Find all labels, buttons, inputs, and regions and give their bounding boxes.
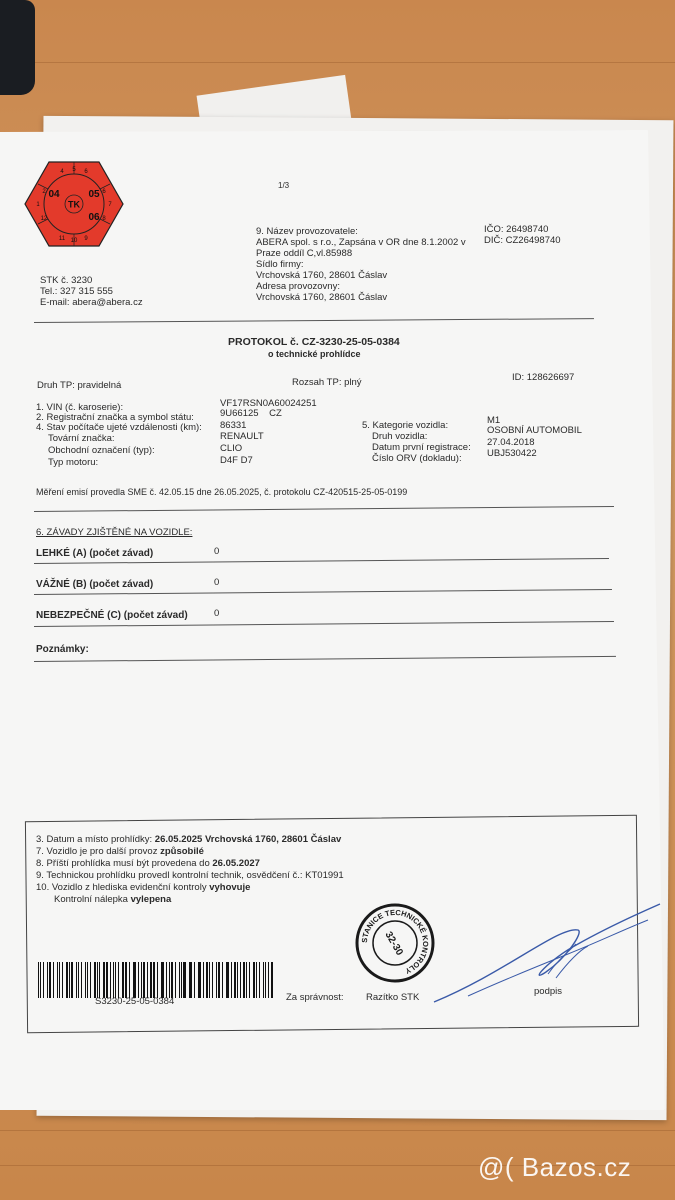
podpis-label: podpis: [534, 986, 562, 997]
barcode-bar: [161, 962, 162, 998]
barcode-bar: [249, 962, 250, 998]
barcode-bar: [190, 962, 191, 998]
barcode-bar: [259, 962, 260, 998]
operator-seat-address: Vrchovská 1760, 28601 Čáslav: [256, 270, 388, 281]
barcode-bar: [265, 962, 266, 998]
barcode-bar: [203, 962, 204, 998]
barcode-bar: [133, 962, 134, 998]
barcode-bar: [81, 962, 82, 998]
barcode-bar: [218, 962, 220, 998]
stk-number: STK č. 3230: [40, 275, 93, 286]
stk-sticker-year-3: 06: [88, 212, 100, 223]
plate-label: 2. Registrační značka a symbol státu:: [36, 412, 194, 423]
dic: DIČ: CZ26498740: [484, 235, 561, 246]
station-email: E-mail: abera@abera.cz: [40, 297, 143, 308]
barcode-bar: [179, 962, 180, 998]
barcode-bar: [150, 962, 152, 998]
barcode-bar: [66, 962, 67, 998]
make-label: Tovární značka:: [48, 433, 115, 444]
barcode: [38, 962, 274, 998]
barcode-bar: [43, 962, 44, 998]
engine-value: D4F D7: [220, 455, 253, 466]
barcode-bar: [271, 962, 272, 998]
stamp-center-text: 32-30: [382, 929, 405, 958]
notes-label: Poznámky:: [36, 644, 89, 655]
phone: [0, 0, 35, 95]
svg-text:2: 2: [42, 189, 46, 195]
defects-serious-label: VÁŽNÉ (B) (počet závad): [36, 579, 154, 590]
barcode-bar: [94, 962, 95, 998]
vin-value: VF17RSN0A60024251: [220, 398, 317, 409]
defects-light-label: LEHKÉ (A) (počet závad): [36, 548, 154, 559]
barcode-bar: [115, 962, 116, 998]
page-number: 1/3: [278, 181, 290, 190]
barcode-bar: [246, 962, 247, 998]
svg-text:9: 9: [84, 236, 88, 242]
stk-sticker-label: TK: [68, 199, 80, 210]
summary-technician: 9. Technickou prohlídku provedl kontrolní technik, osvědčení č.: KT01991: [36, 870, 344, 881]
barcode-bar: [222, 962, 223, 998]
signature-icon: [428, 900, 668, 1010]
svg-text:1: 1: [36, 202, 40, 208]
odometer-label: 4. Stav počítače ujeté vzdálenosti (km):: [36, 422, 202, 433]
protocol-subtitle: o technické prohlídce: [268, 349, 361, 359]
make-value: RENAULT: [220, 431, 264, 442]
vehicle-kind-value: OSOBNÍ AUTOMOBIL: [487, 425, 582, 436]
category-label: 5. Kategorie vozidla:: [362, 420, 449, 431]
stk-sticker-icon: [24, 160, 124, 248]
barcode-bar: [106, 962, 107, 998]
barcode-bar: [57, 962, 58, 998]
stk-sticker-year-2: 05: [88, 189, 100, 200]
svg-text:4: 4: [60, 169, 64, 175]
first-registration-value: 27.04.2018: [487, 437, 535, 448]
barcode-bar: [199, 962, 200, 998]
barcode-bar: [125, 962, 127, 998]
barcode-bar: [40, 962, 41, 998]
barcode-bar: [237, 962, 238, 998]
inspection-id: ID: 128626697: [512, 372, 575, 383]
barcode-bar: [141, 962, 142, 998]
barcode-bar: [212, 962, 213, 998]
vin-label: 1. VIN (č. karoserie):: [36, 402, 124, 413]
barcode-bar: [157, 962, 158, 998]
barcode-bar: [189, 962, 190, 998]
defects-light-value: 0: [214, 546, 220, 557]
barcode-bar: [226, 962, 227, 998]
barcode-bar: [263, 962, 264, 998]
defects-dangerous-value: 0: [214, 608, 220, 619]
svg-text:12: 12: [40, 216, 48, 222]
barcode-bar: [138, 962, 139, 998]
inspection-scope: Rozsah TP: plný: [292, 377, 362, 388]
defects-dangerous-label: NEBEZPEČNÉ (C) (počet závad): [36, 610, 188, 621]
barcode-bar: [134, 962, 135, 998]
summary-sticker: Kontrolní nálepka vylepena: [54, 894, 172, 905]
barcode-bar: [231, 962, 232, 998]
emissions-note: Měření emisí provedla SME č. 42.05.15 dne 26.05.2025, č. protokolu CZ-420515-25-05-0199: [36, 487, 408, 497]
svg-text:7: 7: [108, 202, 112, 208]
svg-text:11: 11: [58, 236, 66, 242]
engine-label: Typ motoru:: [48, 457, 99, 468]
barcode-bar: [78, 962, 79, 998]
barcode-bar: [234, 962, 235, 998]
barcode-bar: [59, 962, 60, 998]
summary-date-place: 3. Datum a místo prohlídky: 26.05.2025 Vrchovská 1760, 28601 Čáslav: [36, 834, 342, 845]
barcode-bar: [206, 962, 207, 998]
protocol-title: PROTOKOL č. CZ-3230-25-05-0384: [228, 336, 400, 348]
barcode-bar: [71, 962, 73, 998]
ico: IČO: 26498740: [484, 224, 549, 235]
barcode-bar: [183, 962, 185, 998]
first-registration-label: Datum první registrace:: [372, 442, 471, 453]
barcode-bar: [62, 962, 63, 998]
vehicle-kind-label: Druh vozidla:: [372, 431, 428, 442]
barcode-bar: [90, 962, 91, 998]
barcode-bar: [253, 962, 255, 998]
barcode-bar: [103, 962, 105, 998]
odometer-value: 86331: [220, 420, 247, 431]
barcode-text: S3230-25-05-0384: [95, 996, 175, 1007]
svg-text:6: 6: [102, 189, 106, 195]
operator-site-address: Vrchovská 1760, 28601 Čáslav: [256, 292, 388, 303]
stk-sticker-year-1: 04: [48, 189, 60, 200]
barcode-bar: [129, 962, 130, 998]
barcode-bar: [240, 962, 241, 998]
barcode-bar: [227, 962, 228, 998]
orv-value: UBJ530422: [487, 448, 537, 459]
svg-text:8: 8: [102, 216, 106, 222]
inspection-type: Druh TP: pravidelná: [37, 380, 122, 391]
barcode-bar: [118, 962, 119, 998]
barcode-bar: [181, 962, 182, 998]
barcode-bar: [143, 962, 144, 998]
barcode-bar: [49, 962, 51, 998]
barcode-bar: [38, 962, 39, 998]
barcode-bar: [162, 962, 163, 998]
barcode-bar: [209, 962, 210, 998]
operator-registry: Praze oddíl C,vl.85988: [256, 248, 353, 259]
operator-site-label: Adresa provozovny:: [256, 281, 340, 292]
barcode-bar: [87, 962, 88, 998]
svg-text:6: 6: [84, 169, 88, 175]
barcode-bar: [97, 962, 98, 998]
barcode-bar: [169, 962, 170, 998]
razitko-label: Razítko STK: [366, 992, 420, 1003]
summary-next-inspection: 8. Příští prohlídka musí být provedena do 26.05.2027: [36, 858, 260, 869]
barcode-bar: [147, 962, 148, 998]
defects-heading: 6. ZÁVADY ZJIŠTĚNÉ NA VOZIDLE:: [36, 527, 193, 538]
barcode-bar: [175, 962, 176, 998]
barcode-bar: [47, 962, 48, 998]
barcode-bar: [216, 962, 217, 998]
summary-evidence-check: 10. Vozidlo z hlediska evidenční kontroly vyhovuje: [36, 882, 251, 893]
station-phone: Tel.: 327 315 555: [40, 286, 113, 297]
operator-name: ABERA spol. s r.o., Zapsána v OR dne 8.1.2002 v: [256, 237, 466, 248]
barcode-bar: [53, 962, 54, 998]
barcode-bar: [85, 962, 86, 998]
barcode-bar: [194, 962, 195, 998]
barcode-bar: [99, 962, 100, 998]
barcode-bar: [76, 962, 77, 998]
category-value: M1: [487, 415, 501, 426]
svg-text:10: 10: [70, 238, 78, 244]
model-value: CLIO: [220, 443, 243, 454]
model-label: Obchodní označení (typ):: [48, 445, 155, 456]
barcode-bar: [256, 962, 257, 998]
barcode-bar: [198, 962, 199, 998]
stamp-ring-text: STANICE TECHNICKÉ KONTROLY: [359, 907, 431, 976]
barcode-bar: [153, 962, 154, 998]
barcode-bar: [243, 962, 244, 998]
barcode-bar: [110, 962, 111, 998]
svg-text:5: 5: [72, 167, 76, 173]
operator-heading: 9. Název provozovatele:: [256, 226, 358, 237]
za-spravnost-label: Za správnost:: [286, 992, 344, 1003]
barcode-bar: [166, 962, 167, 998]
barcode-bar: [268, 962, 269, 998]
defects-serious-value: 0: [214, 577, 220, 588]
barcode-bar: [171, 962, 172, 998]
bazos-watermark: @( Bazos.cz: [478, 1152, 632, 1182]
barcode-bar: [113, 962, 114, 998]
plate-value: 9U66125 CZ: [220, 408, 282, 419]
barcode-bar: [122, 962, 123, 998]
operator-seat-label: Sídlo firmy:: [256, 259, 304, 270]
orv-label: Číslo ORV (dokladu):: [372, 453, 462, 464]
stk-stamp-icon: [354, 902, 436, 984]
barcode-bar: [69, 962, 70, 998]
summary-fitness: 7. Vozidlo je pro další provoz způsobilé: [36, 846, 204, 857]
